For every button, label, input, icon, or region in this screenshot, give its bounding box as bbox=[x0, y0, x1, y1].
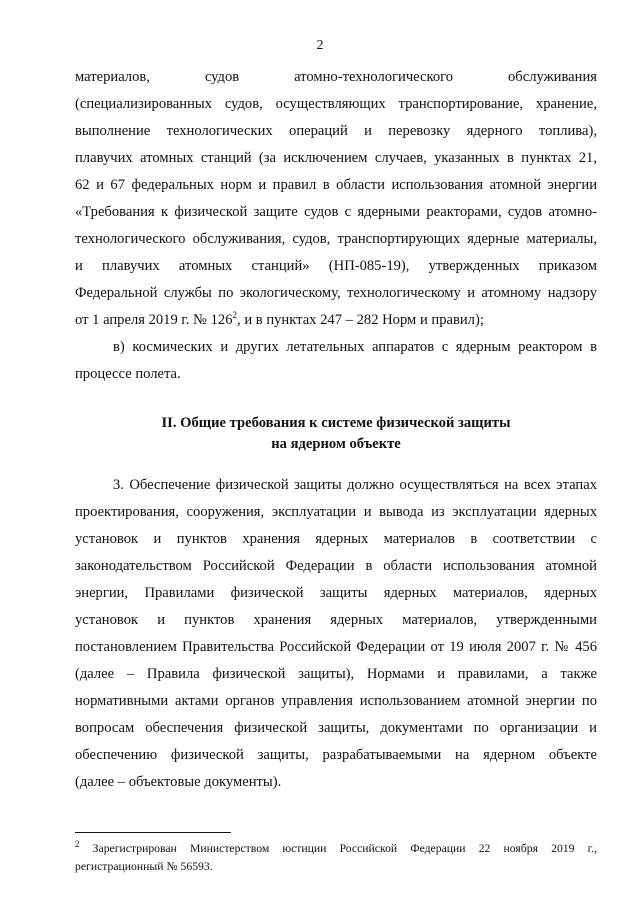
heading-line: на ядерном объекте bbox=[271, 436, 401, 452]
text-line-with-footnote-ref bbox=[75, 307, 597, 334]
text-line: 62 и 67 федеральных норм и правил в области использования атомной энергии bbox=[75, 177, 597, 193]
text-line: плавучих атомных станций (за исключением случаев, указанных в пунктах 21, bbox=[75, 150, 597, 166]
text-line: процессе полета. bbox=[75, 366, 181, 382]
text-fragment: , и в пунктах 247 – 282 Норм и правил); bbox=[237, 312, 484, 328]
footnote-reference: 2 bbox=[232, 310, 238, 321]
text-line: установок и пунктов хранения ядерных материалов, утвержденными bbox=[75, 612, 597, 628]
footnote-text: Зарегистрирован Министерством юстиции Российской Федерации 22 ноября 2019 г., bbox=[79, 842, 597, 855]
text-line: установок и пунктов хранения ядерных материалов в соответствии с bbox=[75, 531, 597, 547]
heading-line: II. Общие требования к системе физической защиты bbox=[161, 415, 511, 431]
list-item-v bbox=[75, 334, 597, 388]
text-line: энергии, Правилами физической защиты ядерных материалов, ядерных bbox=[75, 585, 597, 601]
text-line: вопросам обеспечения физической защиты, документами по организации и bbox=[75, 720, 597, 736]
section-heading bbox=[75, 413, 597, 455]
text-line: (далее – объектовые документы). bbox=[75, 774, 282, 790]
text-line: и плавучих атомных станций» (НП-085-19), утвержденных приказом bbox=[75, 258, 597, 274]
text-line: выполнение технологических операций и перевозку ядерного топлива), bbox=[75, 123, 597, 139]
text-line: 3. Обеспечение физической защиты должно осуществляться на всех этапах bbox=[113, 477, 597, 493]
paragraph-continuation bbox=[75, 64, 597, 334]
text-line: (далее – Правила физической защиты), Нормами и правилами, а также bbox=[75, 666, 597, 682]
text-line: Федеральной службы по экологическому, технологическому и атомному надзору bbox=[75, 285, 597, 301]
footnote bbox=[75, 840, 597, 876]
text-line: постановлением Правительства Российской Федерации от 19 июля 2007 г. № 456 bbox=[75, 639, 597, 655]
text-line: «Требования к физической защите судов с ядерными реакторами, судов атомно- bbox=[75, 204, 597, 220]
paragraph-3 bbox=[75, 472, 597, 796]
text-line: нормативными актами органов управления использованием атомной энергии по bbox=[75, 693, 597, 709]
page-number: 2 bbox=[316, 38, 324, 53]
text-line: в) космических и других летательных аппаратов с ядерным реактором в bbox=[113, 339, 597, 355]
footnote-divider bbox=[75, 832, 231, 833]
text-line: (специализированных судов, осуществляющих транспортирование, хранение, bbox=[75, 96, 597, 112]
footnote-line bbox=[75, 840, 597, 858]
text-line: законодательством Российской Федерации в области использования атомной bbox=[75, 558, 597, 574]
footnote-marker: 2 bbox=[75, 839, 80, 850]
text-line: обеспечению физической защиты, разрабатываемыми на ядерном объекте bbox=[75, 747, 597, 763]
text-line: технологического обслуживания, судов, транспортирующих ядерные материалы, bbox=[75, 231, 597, 247]
text-line: проектирования, сооружения, эксплуатации и вывода из эксплуатации ядерных bbox=[75, 504, 597, 520]
text-line: материалов, судов атомно-технологического обслуживания bbox=[75, 69, 597, 85]
footnote-line: регистрационный № 56593. bbox=[75, 860, 213, 873]
text-fragment: от 1 апреля 2019 г. № 126 bbox=[75, 312, 233, 328]
